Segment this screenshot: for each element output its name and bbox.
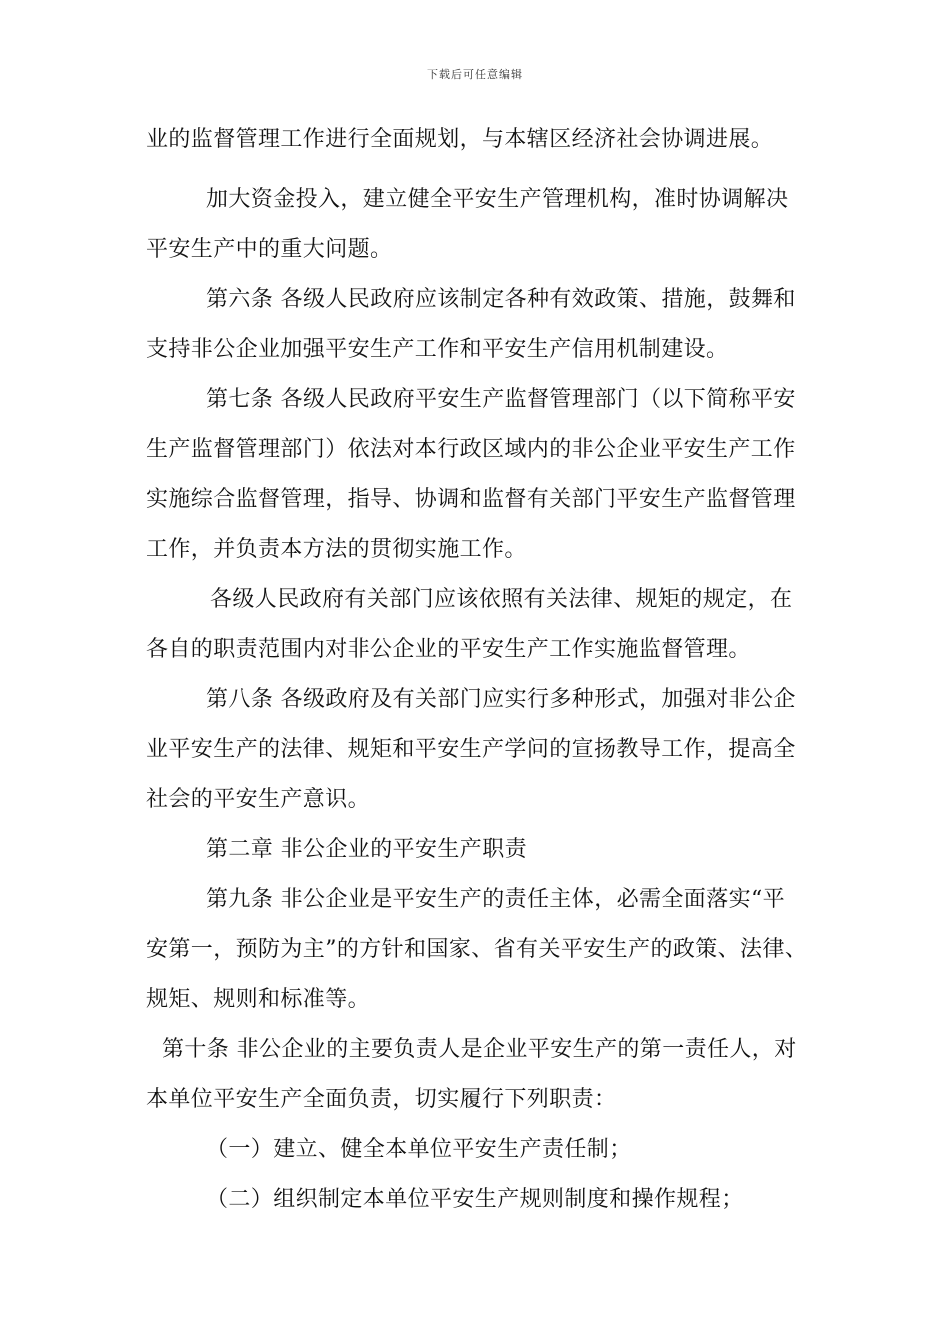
text-line: 第八条 各级政府及有关部门应实行多种形式，加强对非公企 <box>206 687 796 712</box>
text-line: 业平安生产的法律、规矩和平安生产学问的宣扬教导工作，提高全 <box>146 737 796 762</box>
text-line: 业的监督管理工作进行全面规划，与本辖区经济社会协调进展。 <box>146 127 774 152</box>
text-line: 第七条 各级人民政府平安生产监督管理部门（以下简称平安 <box>206 387 796 412</box>
text-line: 支持非公企业加强平安生产工作和平安生产信用机制建设。 <box>146 337 729 362</box>
text-line: 规矩、规则和标准等。 <box>146 987 371 1012</box>
text-line: 各级人民政府有关部门应该依照有关法律、规矩的规定，在 <box>210 587 793 612</box>
text-line: 第六条 各级人民政府应该制定各种有效政策、措施，鼓舞和 <box>206 287 796 312</box>
text-line: 第九条 非公企业是平安生产的责任主体，必需全面落实“平 <box>206 887 786 912</box>
text-line: 生产监督管理部门）依法对本行政区域内的非公企业平安生产工作 <box>146 437 796 462</box>
text-line: 各自的职责范围内对非公企业的平安生产工作实施监督管理。 <box>146 637 751 662</box>
text-line: 本单位平安生产全面负责，切实履行下列职责： <box>146 1087 617 1112</box>
text-line: 加大资金投入，建立健全平安生产管理机构，准时协调解决 <box>206 187 789 212</box>
list-item: （一）建立、健全本单位平安生产责任制； <box>206 1137 632 1162</box>
text-line: 安第一，预防为主”的方针和国家、省有关平安生产的政策、法律、 <box>146 937 808 962</box>
text-line: 社会的平安生产意识。 <box>146 787 371 812</box>
chapter-heading: 第二章 非公企业的平安生产职责 <box>206 837 527 862</box>
text-line: 工作，并负责本方法的贯彻实施工作。 <box>146 537 527 562</box>
text-line: 平安生产中的重大问题。 <box>146 237 393 262</box>
text-line: 第十条 非公企业的主要负责人是企业平安生产的第一责任人，对 <box>162 1037 797 1062</box>
page-header: 下载后可任意编辑 <box>427 68 523 81</box>
text-line: 实施综合监督管理，指导、协调和监督有关部门平安生产监督管理 <box>146 487 796 512</box>
list-item: （二）组织制定本单位平安生产规则制度和操作规程； <box>206 1187 744 1212</box>
